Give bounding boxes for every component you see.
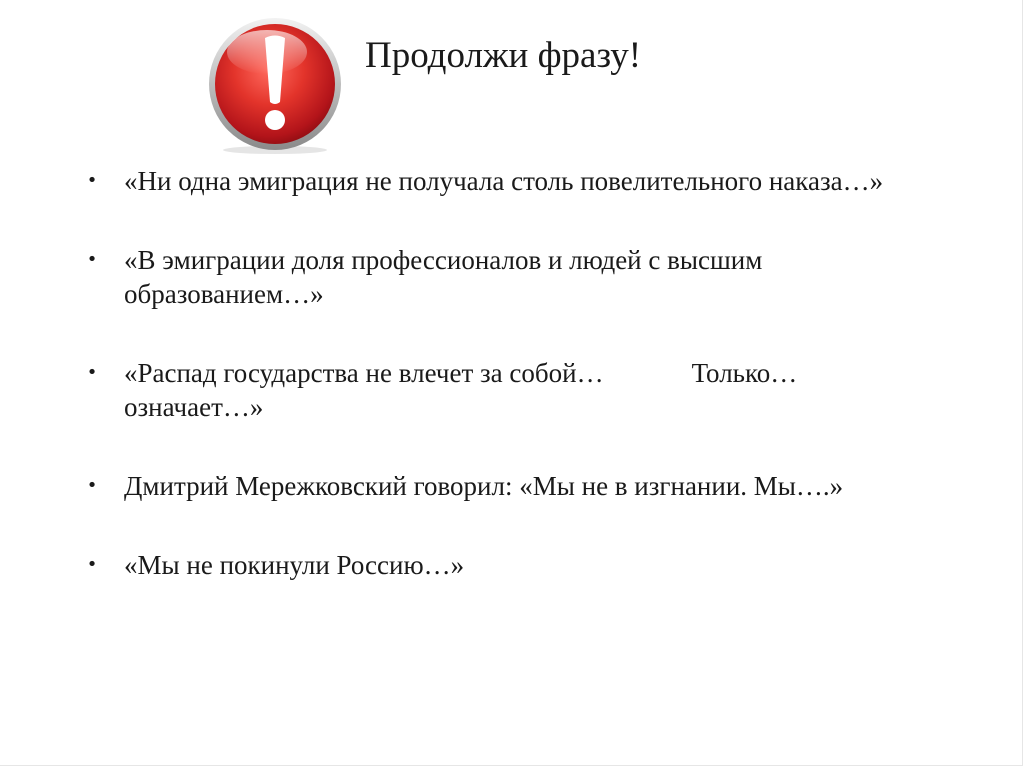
bullet-text: «Распад государства не влечет за собой… xyxy=(124,358,604,388)
exclamation-circle-icon xyxy=(205,16,345,156)
bullet-item xyxy=(82,548,982,582)
bullet-text: «Мы не покинули Россию…» xyxy=(124,550,465,580)
bullet-item xyxy=(82,356,982,424)
bullet-item xyxy=(82,469,982,503)
bullet-marker: • xyxy=(86,249,98,270)
bullet-text: Дмитрий Мережковский говорил: «Мы не в изгнании. Мы….» xyxy=(124,471,844,501)
bullet-list xyxy=(82,164,982,627)
bullet-text-part: Только… xyxy=(691,358,798,388)
bullet-item xyxy=(82,243,982,311)
bullet-text: «Ни одна эмиграция не получала столь повелительного наказа…» xyxy=(124,166,884,196)
bullet-marker: • xyxy=(86,554,98,575)
bullet-marker: • xyxy=(86,170,98,191)
slide-title: Продолжи фразу! xyxy=(365,35,642,76)
bullet-text-continued: образованием…» xyxy=(124,279,324,309)
bullet-text-continued: означает…» xyxy=(124,392,264,422)
bullet-marker: • xyxy=(86,362,98,383)
bullet-text: «В эмиграции доля профессионалов и людей с высшим xyxy=(124,245,763,275)
bullet-marker: • xyxy=(86,475,98,496)
bullet-item xyxy=(82,164,982,198)
